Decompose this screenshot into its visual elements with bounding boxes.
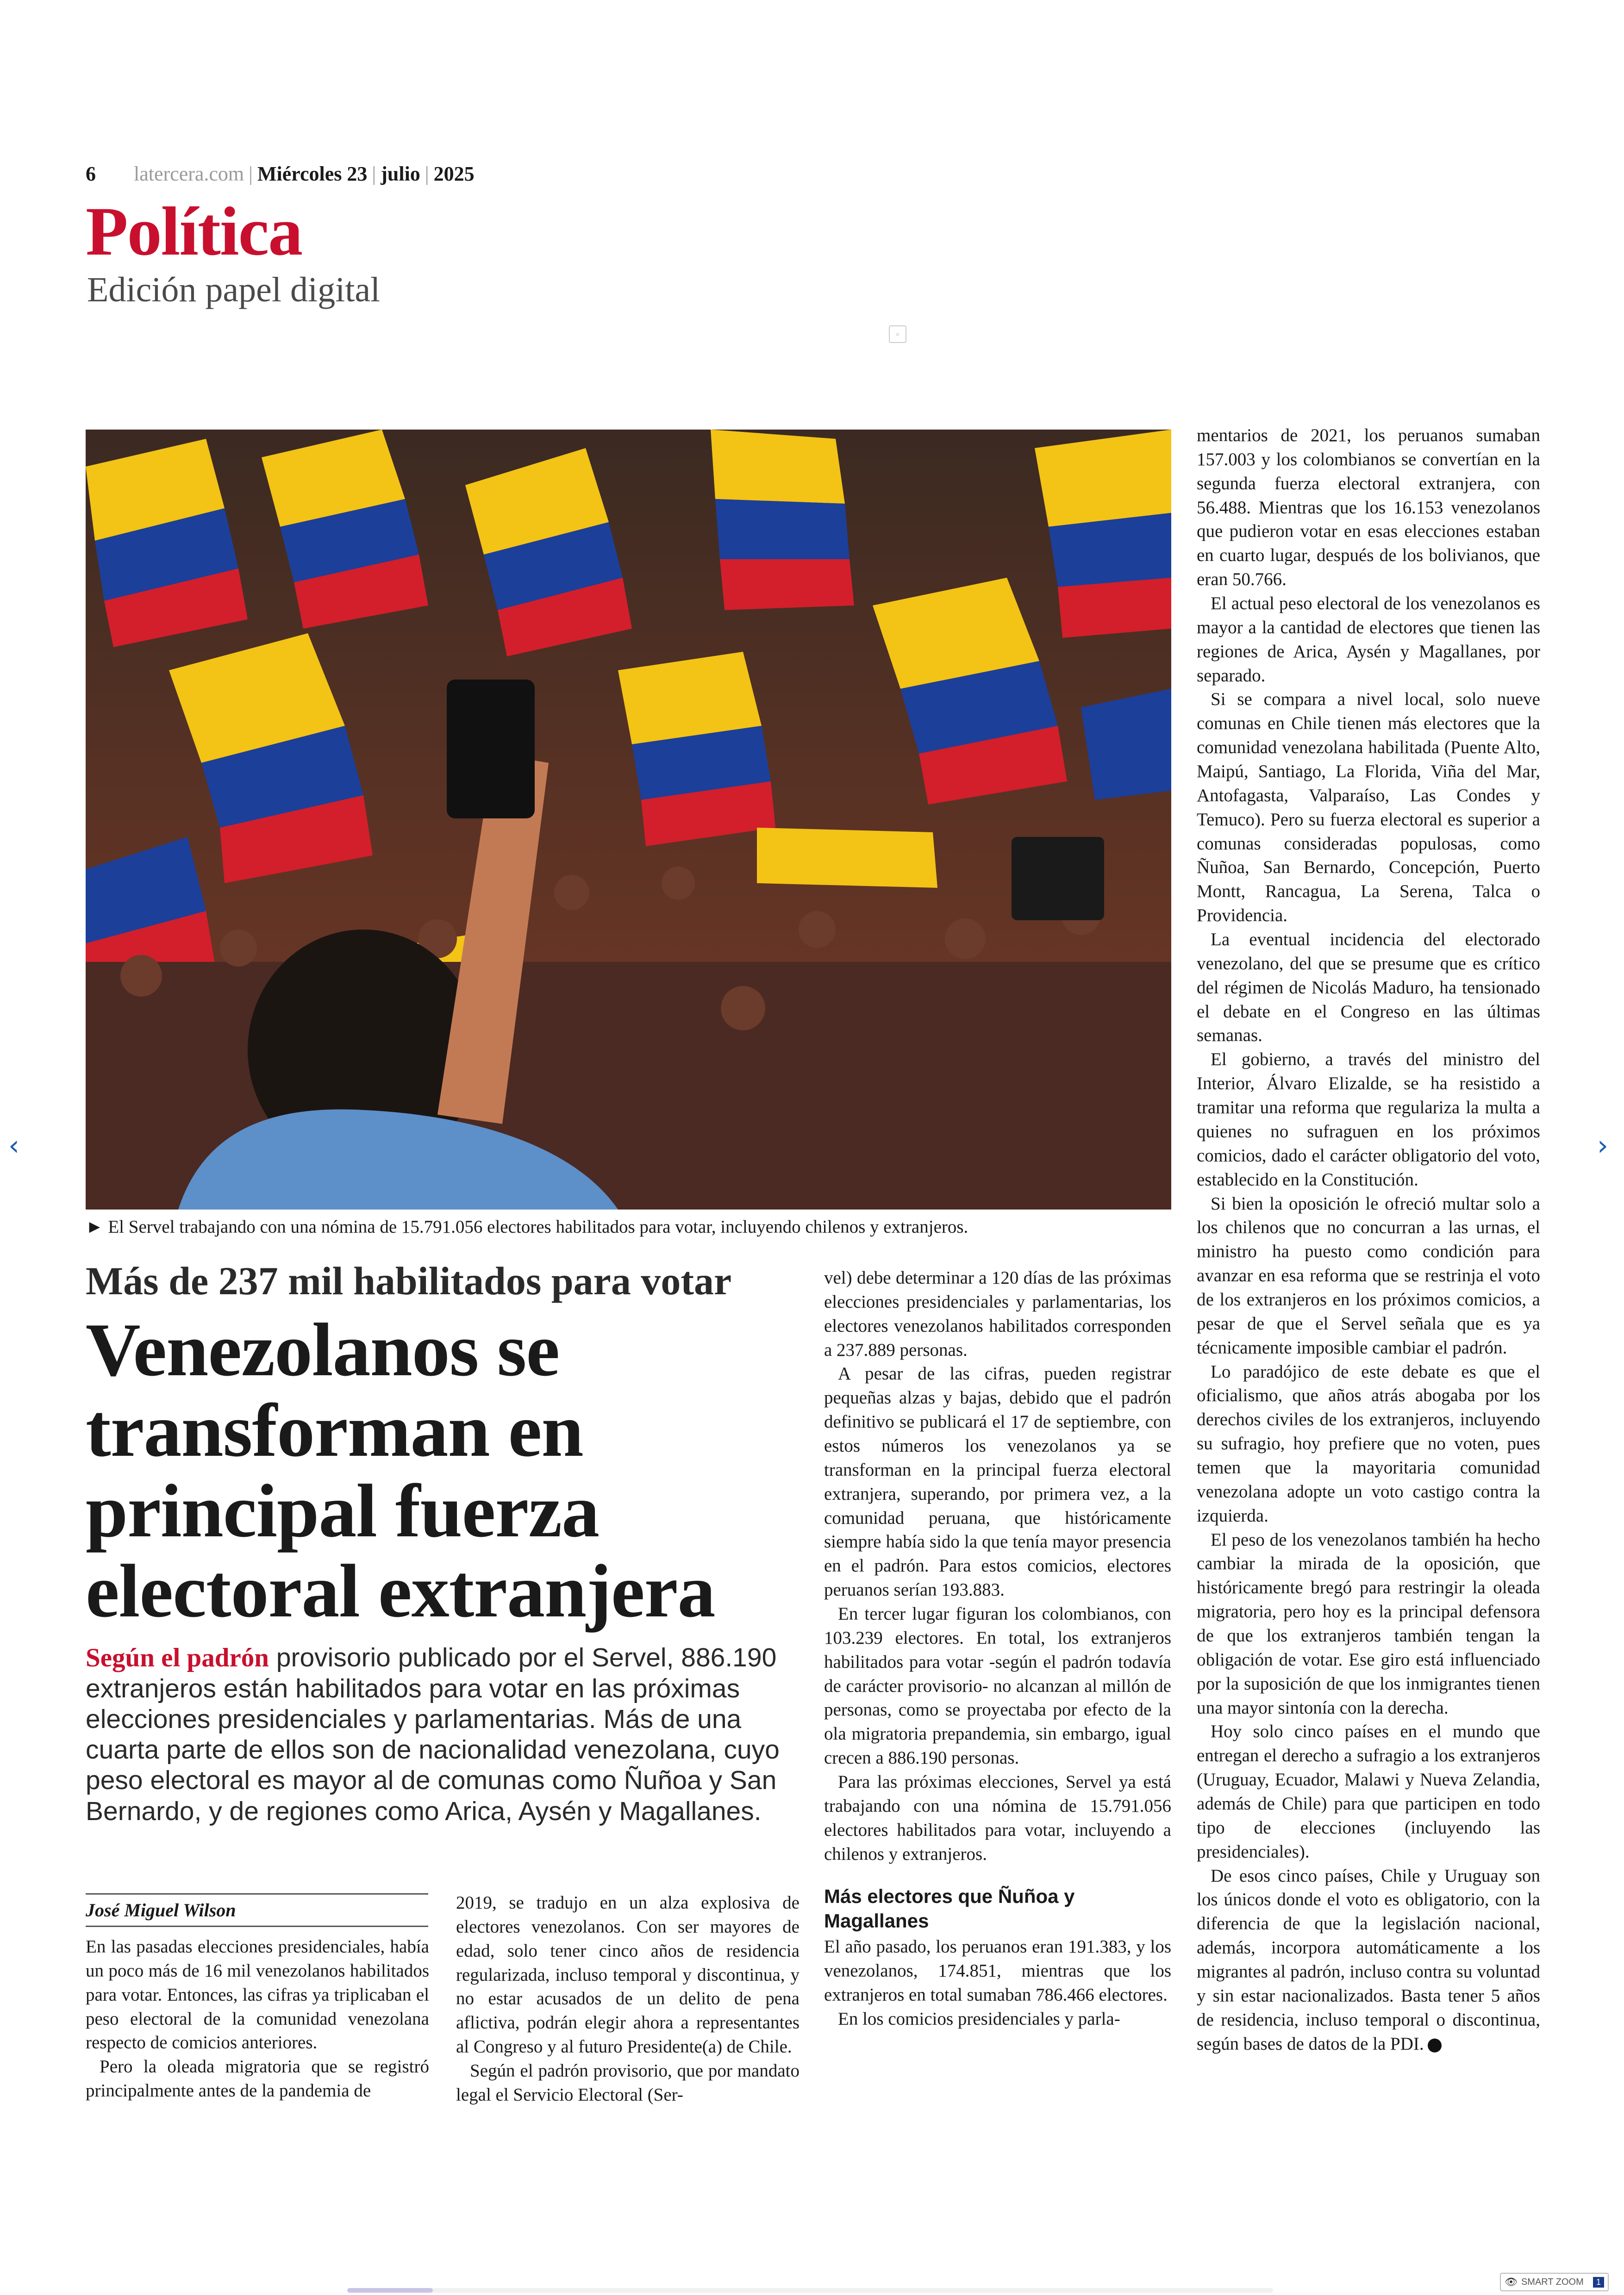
- end-of-article-icon: [1428, 2039, 1442, 2052]
- paragraph: Para las próximas elecciones, Servel ya está trabajando con una nómina de 15.791.056 electores habilitados para votar, incluyendo a chilenos y extranjeros.: [824, 1772, 1171, 1864]
- chevron-left-icon[interactable]: ‹: [8, 1129, 19, 1162]
- date-day: Miércoles 23: [257, 162, 368, 185]
- page-header: 6 latercera.com | Miércoles 23 | julio | 2025: [86, 162, 475, 185]
- section-subtitle: Edición papel digital: [87, 270, 381, 309]
- chevron-right-icon[interactable]: ›: [1597, 1129, 1608, 1162]
- paragraph: El año pasado, los peruanos eran 191.383, y los venezolanos, 174.851, mientras que los extranjeros en total sumaban 786.466 electores.: [824, 1937, 1171, 2005]
- paragraph: En tercer lugar figuran los colombianos, con 103.239 electores. En total, los extranjeros habilitados para votar -según el padrón todavía de carácter provisorio- no alcanzan al millón de personas, como se proyectaba por efecto de la ola migratoria prepandemia, sin embargo, igual crecen a 886.190 personas.: [824, 1604, 1171, 1768]
- paragraph: La eventual incidencia del electorado venezolano, del que se presume que es crítico del régimen de Nicolás Maduro, ha tensionado el debate en el Congreso en las últimas semanas.: [1197, 929, 1540, 1046]
- section-subhead: Más electores que Ñuñoa y Magallanes: [824, 1885, 1075, 1932]
- page-indicator: 1: [1593, 2277, 1604, 2288]
- paragraph-text: De esos cinco países, Chile y Uruguay son los únicos donde el voto es obligatorio, con la diferencia de que la legislación nacional, además, incorpora automáticamente a los migrantes al padrón, incluso contra su voluntad y sin estar nacionalizados. Basta tener 5 años de residencia, incluso temporal o discontinua, según bases de datos de la PDI.: [1197, 1865, 1540, 2054]
- paragraph: A pesar de las cifras, pueden registrar pequeñas alzas y bajas, debido que el padrón definitivo se publicará el 17 de septiembre, con estos números los venezolanos ya se transforman en la principal fuerza electoral extranjera, superando, por primera vez, a la comunidad peruana, que históricamente siempre había sido la que tenía mayor presencia en el padrón. Para estos comicios, electores peruanos serían 193.883.: [824, 1364, 1171, 1600]
- site-name: latercera.com: [134, 162, 244, 185]
- paragraph: Si bien la oposición le ofreció multar solo a los chilenos que no concurran a las urnas, el ministro ha puesto como condición para avanzar en esa reforma que se restrinja el voto de los extranjeros en los próximos comicios, a pesar de que el Servel señala que es ya técnicamente imposible cambiar el padrón.: [1197, 1193, 1540, 1358]
- body-column-4: [1197, 424, 1540, 2056]
- body-column-2: [456, 1891, 800, 2107]
- lead-emphasis: Según el padrón: [86, 1643, 269, 1672]
- article-lead: [86, 1642, 789, 1827]
- paragraph: Si se compara a nivel local, solo nueve comunas en Chile tienen más electores que la comunidad venezolana habilitada (Puente Alto, Maipú, Santiago, La Florida, Viña del Mar, Antofagasta, Valparaíso, Las Condes y Temuco). Pero su fuerza electoral es superior a comunas consideradas populosas, como Ñuñoa, San Bernardo, Concepción, Puerto Montt, Rancagua, La Serena, Talca o Providencia.: [1197, 689, 1540, 926]
- byline: José Miguel Wilson: [86, 1893, 428, 1927]
- paragraph: Hoy solo cinco países en el mundo que entregan el derecho a sufragio a los extranjeros (Uruguay, Ecuador, Malawi y Nueva Zelandia, además de Chile) para que participen en todo tipo de elecciones (incluyendo las presidenciales).: [1197, 1721, 1540, 1862]
- photo-caption: [86, 1216, 1171, 1238]
- eye-icon: 👁: [1505, 2276, 1518, 2288]
- smart-zoom-button[interactable]: [1500, 2273, 1609, 2291]
- section-title: Política: [86, 193, 302, 270]
- paragraph: vel) debe determinar a 120 días de las próximas elecciones presidenciales y parlamentarias, los electores venezolanos habilitados corresponden a 237.889 personas.: [824, 1268, 1171, 1360]
- smart-zoom-label: SMART ZOOM: [1521, 2276, 1584, 2287]
- paragraph: Pero la oleada migratoria que se registró principalmente antes de la pandemia de: [86, 2057, 429, 2101]
- body-column-3: [824, 1266, 1171, 2031]
- paragraph-last: [1197, 1864, 1540, 2056]
- paragraph: El actual peso electoral de los venezolanos es mayor a la cantidad de electores que tienen las regiones de Arica, Aysén y Magallanes, por separado.: [1197, 593, 1540, 686]
- caption-arrow-icon: ►: [86, 1217, 104, 1237]
- article-headline: Venezolanos se transforman en principal fuerza electoral extranjera: [86, 1308, 715, 1634]
- paragraph: El gobierno, a través del ministro del Interior, Álvaro Elizalde, se ha resistido a tramitar una reforma que regulariza la multa a quienes no sufraguen en los próximos comicios, dado el carácter obligatorio del voto, establecido en la Constitución.: [1197, 1049, 1540, 1190]
- body-column-1: [86, 1935, 429, 2103]
- paragraph: El peso de los venezolanos también ha hecho cambiar la mirada de la oposición, que históricamente bregó para restringir la oleada migratoria, pero hoy es la principal defensora de que los extranjeros también tengan la obligación de votar. Ese giro está influenciado por la suposición de que los inmigrantes tienen una mayor sintonía con la derecha.: [1197, 1529, 1540, 1718]
- horizontal-scrollbar[interactable]: [347, 2288, 1273, 2293]
- paragraph: 2019, se tradujo en un alza explosiva de electores venezolanos. Con ser mayores de edad, solo tener cinco años de residencia regularizada, incluso temporal y discontinua, y no estar acusados de un delito de pena aflictiva, podrán elegir ahora a representantes al Congreso y al futuro Presidente(a) de Chile.: [456, 1893, 800, 2057]
- paragraph: Lo paradójico de este debate es que el oficialismo, que años atrás abogaba por los derechos civiles de los extranjeros, incluyendo su sufragio, hoy prefiere que no voten, pues temen que la mayoritaria comunidad venezolana adopte un voto castigo contra la izquierda.: [1197, 1361, 1540, 1526]
- paragraph: En los comicios presidenciales y parla-: [838, 2009, 1120, 2029]
- page-number: 6: [86, 162, 96, 185]
- lead-text: provisorio publicado por el Servel, 886.190 extranjeros están habilitados para votar en las próximas elecciones presidenciales y parlamentarias. Más de una cuarta parte de ellos son de nacionalidad venezolana, cuyo peso electoral es mayor al de comunas como Ñuñoa y San Bernardo, y de regiones como Arica, Aysén y Magallanes.: [86, 1643, 780, 1826]
- caption-text: El Servel trabajando con una nómina de 15.791.056 electores habilitados para votar, incluyendo chilenos y extranjeros.: [108, 1217, 968, 1237]
- paragraph: mentarios de 2021, los peruanos sumaban 157.003 y los colombianos se convertían en la segunda fuerza electoral extranjera, con 56.488. Mientras que los 16.153 venezolanos que pudieron votar en esas elecciones estaban en cuarto lugar, después de los bolivianos, que eran 50.766.: [1197, 425, 1540, 590]
- article-kicker: Más de 237 mil habilitados para votar: [86, 1259, 732, 1303]
- paragraph: En las pasadas elecciones presidenciales, había un poco más de 16 mil venezolanos habilitados para votar. Entonces, las cifras ya triplicaban el peso electoral de la comunidad venezolana respecto de comicios anteriores.: [86, 1937, 429, 2053]
- article-photo: [86, 430, 1171, 1210]
- date-year: 2025: [433, 162, 475, 185]
- date-month: julio: [381, 162, 420, 185]
- scrollbar-thumb[interactable]: [347, 2288, 433, 2293]
- paragraph: Según el padrón provisorio, que por mandato legal el Servicio Electoral (Ser-: [456, 2061, 800, 2105]
- page-marker-icon: ▫: [889, 325, 906, 343]
